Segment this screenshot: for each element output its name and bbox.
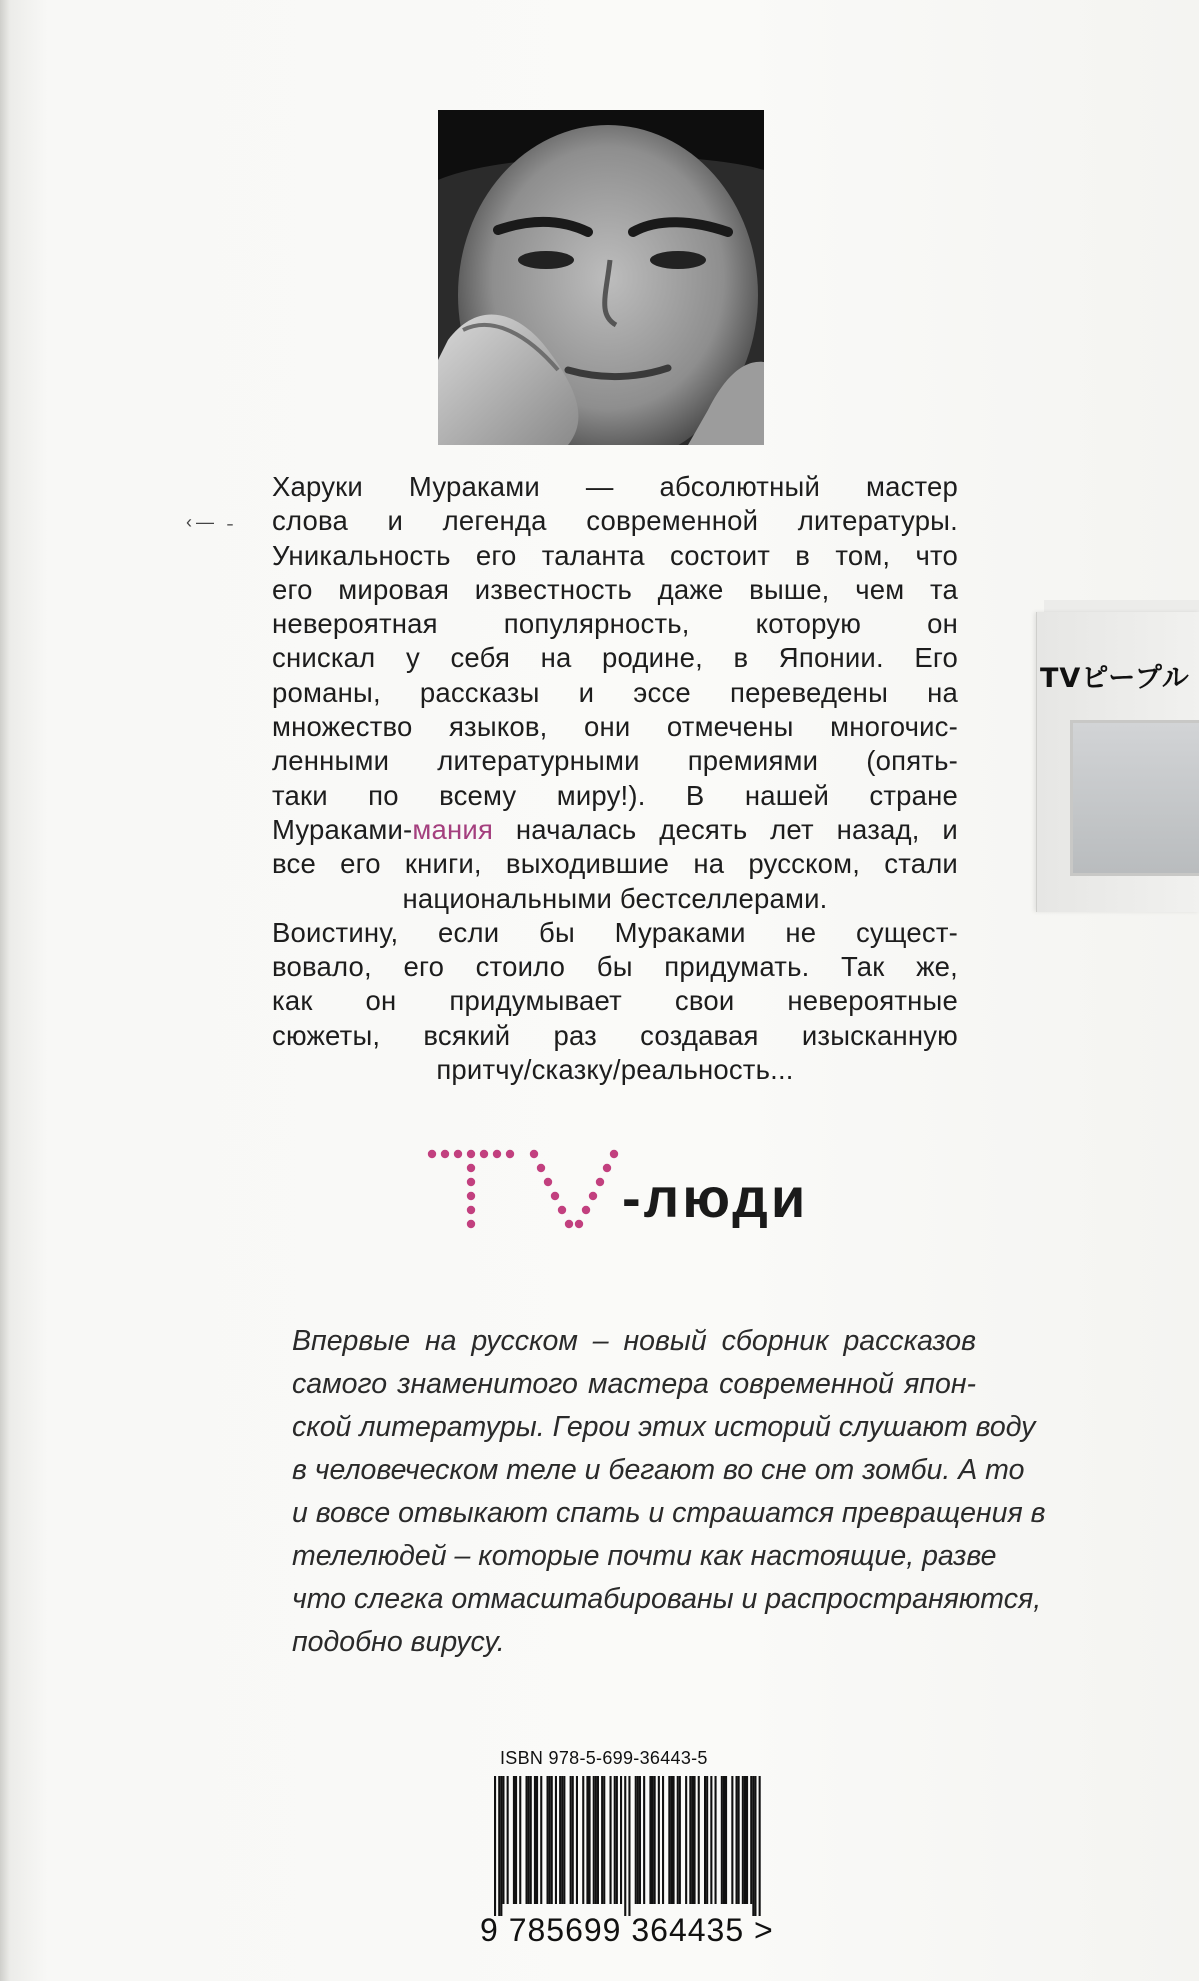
barcode-bar — [614, 1776, 616, 1904]
barcode-bar — [513, 1776, 515, 1904]
barcode-bar — [576, 1776, 578, 1904]
barcode-bar — [507, 1776, 509, 1904]
barcode-bar — [494, 1776, 496, 1916]
barcode-bar — [559, 1776, 561, 1904]
barcode-bar — [759, 1776, 761, 1916]
book-blurb — [292, 1320, 1046, 1664]
barcode-bar — [526, 1776, 528, 1904]
blurb-line: самого знаменитого мастера современной япон- — [292, 1368, 976, 1400]
title-dot — [544, 1178, 552, 1186]
bio-line: ленными литературными премиями (опять- — [272, 745, 958, 777]
bio-line: сюжеты, всякий раз создавая изысканную — [272, 1019, 958, 1051]
barcode-bar — [754, 1776, 756, 1916]
title-dot — [558, 1206, 566, 1214]
title-dot — [467, 1164, 475, 1172]
title-dot — [565, 1220, 573, 1228]
title-dot — [467, 1206, 475, 1214]
title-dot — [610, 1150, 618, 1158]
barcode-bar — [500, 1776, 502, 1916]
barcode-bar — [561, 1776, 563, 1904]
barcode-bar — [738, 1776, 740, 1904]
barcode-bar — [624, 1776, 626, 1916]
barcode-bar — [603, 1776, 605, 1904]
barcode-bar — [691, 1776, 693, 1904]
title-dot — [428, 1150, 436, 1158]
title-dot — [575, 1220, 583, 1228]
barcode-bar — [731, 1776, 733, 1904]
barcode-bar — [610, 1776, 612, 1904]
barcode-bar — [589, 1776, 591, 1904]
barcode-icon — [488, 1776, 774, 1920]
barcode-bar — [643, 1776, 645, 1904]
title-dot — [467, 1150, 475, 1158]
title-dot — [582, 1206, 590, 1214]
barcode-bar — [673, 1776, 675, 1904]
isbn-text: ISBN 978-5-699-36443-5 — [500, 1748, 708, 1768]
barcode-bar — [715, 1776, 717, 1904]
title-dot — [537, 1164, 545, 1172]
barcode-bar — [515, 1776, 517, 1904]
title-dot — [530, 1150, 538, 1158]
barcode-bar — [534, 1776, 536, 1904]
barcode-bar — [628, 1776, 630, 1916]
bio-line: слова и легенда современной литературы. — [272, 505, 958, 537]
barcode-bar — [637, 1776, 639, 1904]
barcode-bar — [670, 1776, 672, 1904]
barcode-bar — [540, 1776, 542, 1904]
bio-line: таки по всему миру!). В нашей стране — [272, 779, 958, 811]
title-dot — [506, 1150, 514, 1158]
barcode-bar — [635, 1776, 637, 1904]
barcode-bar — [528, 1776, 530, 1904]
blurb-line: подобно вирусу. — [292, 1626, 505, 1658]
bio-line: его мировая известность даже выше, чем та — [272, 573, 958, 605]
bio-line: Воистину, если бы Мураками не сущест- — [272, 916, 958, 948]
author-photo-drawing — [438, 110, 764, 445]
barcode-bar — [547, 1776, 549, 1904]
barcode-bar — [689, 1776, 691, 1904]
barcode-bar — [616, 1776, 618, 1904]
blurb-line: в человеческом теле и бегают во сне от зомби. А то — [292, 1454, 1025, 1486]
author-bio — [272, 470, 958, 1087]
barcode-bar — [519, 1776, 521, 1904]
barcode-bar — [639, 1776, 641, 1904]
barcode-bar — [746, 1776, 748, 1904]
bio-line: вовало, его стоило бы придумать. Так же, — [272, 951, 958, 983]
barcode-bar — [725, 1776, 727, 1904]
barcode-bar — [563, 1776, 565, 1904]
title-dot — [441, 1150, 449, 1158]
cover-left-edge — [0, 0, 10, 1981]
blurb-line: что слегка отмасштабированы и распространяются, — [292, 1583, 1042, 1615]
barcode-bar — [694, 1776, 696, 1904]
title-dot — [589, 1192, 597, 1200]
bio-line: как он придумывает свои невероятные — [272, 985, 958, 1017]
bio-text: началась десять лет назад, и — [493, 813, 958, 845]
title-dot — [551, 1192, 559, 1200]
barcode-bar — [649, 1776, 651, 1904]
barcode-bar — [698, 1776, 700, 1904]
bio-line: Уникальность его таланта состоит в том, что — [272, 539, 958, 571]
barcode-bar — [668, 1776, 670, 1904]
bio-line: национальными бестселлерами. — [402, 882, 828, 914]
barcode-bar — [572, 1776, 574, 1904]
tv-screen-icon — [1070, 720, 1199, 876]
title-tv-dotted — [424, 1140, 624, 1240]
bio-line: все его книги, выходившие на русском, стали — [272, 848, 958, 880]
barcode-bar — [652, 1776, 654, 1904]
barcode-bar — [595, 1776, 597, 1904]
barcode-bar — [752, 1776, 754, 1916]
barcode-bar — [582, 1776, 584, 1904]
title-dot — [603, 1164, 611, 1172]
title-dot — [480, 1150, 488, 1158]
barcode-bar — [721, 1776, 723, 1904]
barcode-bar — [706, 1776, 708, 1904]
bio-line — [272, 813, 958, 847]
barcode-bar — [750, 1776, 752, 1904]
barcode-bar — [744, 1776, 746, 1904]
bio-accent-word: мания — [412, 813, 494, 845]
barcode-bar — [654, 1776, 656, 1904]
barcode-bar — [736, 1776, 738, 1904]
author-photo — [438, 110, 764, 445]
barcode-bar — [685, 1776, 687, 1904]
blurb-line: и вовсе отвыкают спать и страшатся превращения в — [292, 1497, 1046, 1529]
title-dot — [493, 1150, 501, 1158]
barcode-bar — [586, 1776, 588, 1904]
bio-line: притчу/сказку/реальность... — [436, 1054, 794, 1086]
barcode-bar — [530, 1776, 532, 1904]
title-word: -люди — [622, 1166, 809, 1229]
bio-line: невероятная популярность, которую он — [272, 608, 958, 640]
stray-pen-marks: ‹— ˗ — [186, 512, 237, 532]
barcode-bar — [549, 1776, 551, 1904]
bio-line: романы, рассказы и эссе переведены на — [272, 676, 958, 708]
barcode-bar — [620, 1776, 622, 1904]
bio-line: Харуки Мураками — абсолютный мастер — [272, 471, 958, 502]
barcode-bar — [498, 1776, 500, 1916]
barcode-digits: 9 785699 364435 > — [480, 1912, 774, 1948]
title-dot — [467, 1192, 475, 1200]
barcode-bar — [593, 1776, 595, 1904]
barcode-bar — [502, 1776, 504, 1904]
barcode-bar — [662, 1776, 664, 1904]
title-dot — [467, 1178, 475, 1186]
bio-text: Мураками- — [272, 813, 413, 845]
barcode-bar — [679, 1776, 681, 1904]
title-dot — [596, 1178, 604, 1186]
barcode-bar — [555, 1776, 557, 1904]
title-dot — [454, 1150, 462, 1158]
bio-line: множество языков, они отмечены многочис- — [272, 711, 958, 743]
barcode-bar — [704, 1776, 706, 1904]
barcode-bar — [658, 1776, 660, 1904]
barcode-bar — [536, 1776, 538, 1904]
barcode-bar — [551, 1776, 553, 1904]
blurb-line: телелюдей – которые почти как настоящие, разве — [292, 1540, 997, 1572]
barcode-bar — [742, 1776, 744, 1904]
blurb-line: ской литературы. Герои этих историй слушают воду — [292, 1411, 1036, 1443]
bio-line: снискал у себя на родине, в Японии. Его — [272, 642, 958, 674]
title-dot — [467, 1220, 475, 1228]
barcode-bar — [710, 1776, 712, 1904]
barcode-bar — [723, 1776, 725, 1904]
blurb-line: Впервые на русском – новый сборник рассказов — [292, 1325, 976, 1357]
barcode-bar — [570, 1776, 572, 1904]
tv-box-label: TVピープル — [1040, 663, 1190, 694]
barcode-bar — [677, 1776, 679, 1904]
book-title — [424, 1140, 854, 1240]
barcode-bar — [601, 1776, 603, 1904]
barcode-bar — [597, 1776, 599, 1904]
